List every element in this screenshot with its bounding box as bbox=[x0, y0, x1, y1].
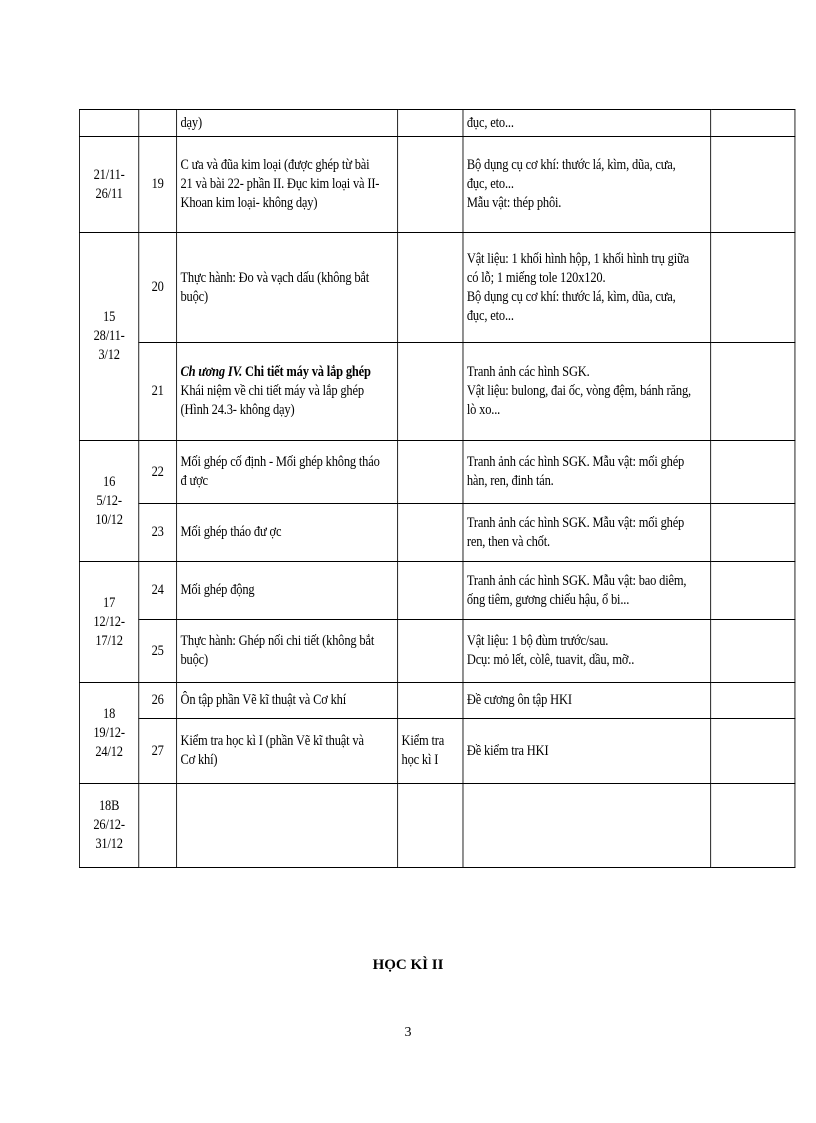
notes-cell bbox=[711, 233, 795, 343]
table-row bbox=[79, 137, 795, 233]
lesson-content: Thực hành: Ghép nối chi tiết (không bắt buộc) bbox=[177, 620, 398, 683]
page-number: 3 bbox=[404, 1025, 412, 1040]
materials-cell: Tranh ảnh các hình SGK. Vật liệu: bulong, đai ốc, vòng đệm, bánh răng, lò xo... bbox=[463, 343, 711, 441]
materials-cell: Tranh ảnh các hình SGK. Mẫu vật: mối ghép hàn, ren, đinh tán. bbox=[463, 441, 711, 504]
table-row bbox=[79, 719, 795, 784]
test-cell bbox=[398, 504, 463, 562]
notes-cell bbox=[711, 620, 795, 683]
lesson-content: Thực hành: Đo và vạch dấu (không bắt buộc) bbox=[177, 233, 398, 343]
lesson-content: dạy) bbox=[177, 110, 398, 137]
week-cell: 15 28/11- 3/12 bbox=[79, 233, 138, 441]
lesson-number: 23 bbox=[139, 504, 177, 562]
table-row bbox=[79, 504, 795, 562]
week-cell: 18B 26/12- 31/12 bbox=[79, 784, 138, 868]
lesson-content: Mối ghép cố định - Mối ghép không tháo đ ược bbox=[177, 441, 398, 504]
test-cell: Kiểm tra học kì I bbox=[398, 719, 463, 784]
chapter-title: Chi tiết máy và lắp ghép bbox=[242, 364, 371, 380]
lesson-content: C ưa và đũa kim loại (được ghép từ bài 21 và bài 22- phần II. Đục kim loại và II- Khoan kim loại- không dạy) bbox=[177, 137, 398, 233]
week-cell: 16 5/12- 10/12 bbox=[79, 441, 138, 562]
notes-cell bbox=[711, 137, 795, 233]
week-cell: 21/11- 26/11 bbox=[79, 137, 138, 233]
lesson-number: 21 bbox=[139, 343, 177, 441]
table-row bbox=[79, 110, 795, 137]
test-cell bbox=[398, 343, 463, 441]
materials-cell: Đề kiểm tra HKI bbox=[463, 719, 711, 784]
lesson-number: 25 bbox=[139, 620, 177, 683]
notes-cell bbox=[711, 343, 795, 441]
materials-cell bbox=[463, 784, 711, 868]
chapter-heading bbox=[180, 363, 393, 382]
lesson-number bbox=[139, 784, 177, 868]
test-cell bbox=[398, 562, 463, 620]
table-row bbox=[79, 562, 795, 620]
notes-cell bbox=[711, 683, 795, 719]
test-cell bbox=[398, 784, 463, 868]
materials-cell: Tranh ảnh các hình SGK. Mẫu vật: bao diêm, ống tiêm, gương chiếu hậu, ổ bi... bbox=[463, 562, 711, 620]
materials-cell: Bộ dụng cụ cơ khí: thước lá, kìm, dũa, cưa, đục, eto... Mẫu vật: thép phôi. bbox=[463, 137, 711, 233]
test-cell bbox=[398, 441, 463, 504]
table-row bbox=[79, 233, 795, 343]
lesson-content: Mối ghép động bbox=[177, 562, 398, 620]
table-row bbox=[79, 620, 795, 683]
lesson-content bbox=[177, 343, 398, 441]
test-cell bbox=[398, 683, 463, 719]
lesson-number: 27 bbox=[139, 719, 177, 784]
materials-cell: Vật liệu: 1 bộ đùm trước/sau. Dcụ: mỏ lết, còlê, tuavit, dầu, mỡ.. bbox=[463, 620, 711, 683]
materials-cell: đục, eto... bbox=[463, 110, 711, 137]
week-cell bbox=[79, 110, 138, 137]
lesson-plan-table bbox=[79, 109, 795, 868]
lesson-content: Ôn tập phần Vẽ kĩ thuật và Cơ khí bbox=[177, 683, 398, 719]
section-title: HỌC KÌ II bbox=[372, 957, 444, 973]
week-cell: 18 19/12- 24/12 bbox=[79, 683, 138, 784]
materials-cell: Đề cương ôn tập HKI bbox=[463, 683, 711, 719]
test-cell bbox=[398, 110, 463, 137]
lesson-number: 20 bbox=[139, 233, 177, 343]
lesson-content: Kiểm tra học kì I (phần Vẽ kĩ thuật và Cơ khí) bbox=[177, 719, 398, 784]
week-cell: 17 12/12- 17/12 bbox=[79, 562, 138, 683]
notes-cell bbox=[711, 719, 795, 784]
lesson-number: 19 bbox=[139, 137, 177, 233]
materials-cell: Tranh ảnh các hình SGK. Mẫu vật: mối ghép ren, then và chốt. bbox=[463, 504, 711, 562]
lesson-content bbox=[177, 784, 398, 868]
table-row bbox=[79, 784, 795, 868]
test-cell bbox=[398, 620, 463, 683]
lesson-content-text: Khái niệm về chi tiết máy và lắp ghép (Hình 24.3- không dạy) bbox=[180, 383, 364, 418]
table-row bbox=[79, 683, 795, 719]
table-row bbox=[79, 441, 795, 504]
lesson-number bbox=[139, 110, 177, 137]
lesson-content: Mối ghép tháo đư ợc bbox=[177, 504, 398, 562]
lesson-number: 22 bbox=[139, 441, 177, 504]
notes-cell bbox=[711, 441, 795, 504]
notes-cell bbox=[711, 504, 795, 562]
notes-cell bbox=[711, 110, 795, 137]
test-cell bbox=[398, 233, 463, 343]
test-cell bbox=[398, 137, 463, 233]
materials-cell: Vật liệu: 1 khối hình hộp, 1 khối hình trụ giữa có lỗ; 1 miếng tole 120x120. Bộ dụng cụ cơ khí: thước lá, kìm, dũa, cưa, đục, eto... bbox=[463, 233, 711, 343]
chapter-label: Ch ương IV. bbox=[180, 364, 243, 380]
table-row bbox=[79, 343, 795, 441]
lesson-number: 24 bbox=[139, 562, 177, 620]
notes-cell bbox=[711, 784, 795, 868]
notes-cell bbox=[711, 562, 795, 620]
lesson-number: 26 bbox=[139, 683, 177, 719]
